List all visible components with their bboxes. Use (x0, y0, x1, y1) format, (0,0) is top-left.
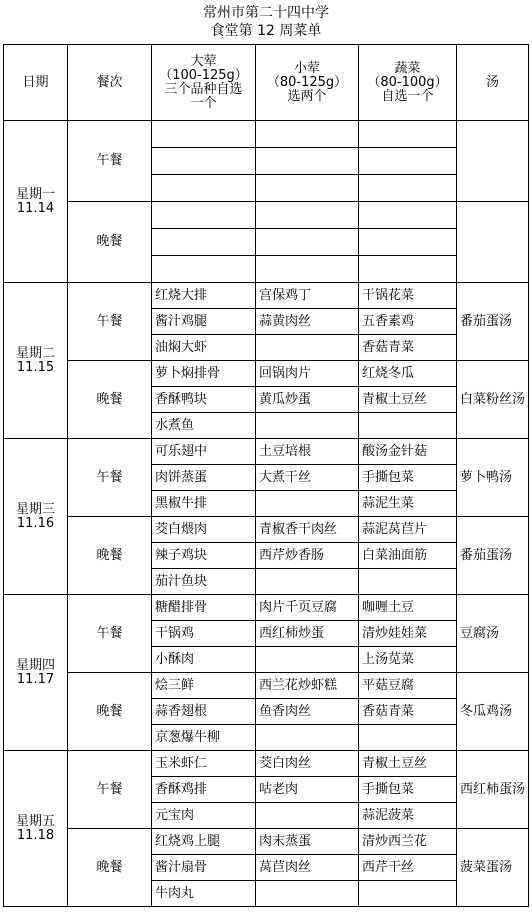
veg-dish: 清炒娃娃菜 (359, 621, 457, 647)
big-meat-dish: 酱汁鸡腿 (152, 309, 256, 335)
veg-dish (359, 202, 457, 229)
small-meat-dish: 莴苣肉丝 (256, 855, 359, 881)
big-meat-dish: 茭白煨肉 (152, 517, 256, 543)
veg-dish (359, 413, 457, 439)
big-meat-dish (152, 148, 256, 175)
header-small-meat-rule: 选两个 (287, 88, 327, 104)
big-meat-dish: 茄汁鱼块 (152, 569, 256, 595)
menu-row (4, 595, 529, 621)
big-meat-dish (152, 202, 256, 229)
small-meat-dish: 回锅肉片 (256, 361, 359, 387)
soup-cell (457, 121, 529, 202)
date-label: 11.17 (16, 671, 55, 687)
big-meat-dish: 辣子鸡块 (152, 543, 256, 569)
menu-row (4, 202, 529, 229)
small-meat-dish (256, 202, 359, 229)
big-meat-dish: 糖醋排骨 (152, 595, 256, 621)
small-meat-dish: 肉末蒸蛋 (256, 829, 359, 855)
veg-dish (359, 148, 457, 175)
day-cell (4, 595, 68, 751)
veg-dish: 手撕包菜 (359, 465, 457, 491)
meal-cell: 午餐 (68, 283, 152, 361)
big-meat-dish: 烩三鲜 (152, 673, 256, 699)
weekday-label: 星期一 (15, 186, 55, 202)
header-big-meat-weight: （100-125g） (159, 67, 248, 83)
small-meat-dish: 大煮干丝 (256, 465, 359, 491)
menu-row (4, 283, 529, 309)
big-meat-dish: 油焖大虾 (152, 335, 256, 361)
veg-dish: 香菇青菜 (359, 699, 457, 725)
menu-row (4, 361, 529, 387)
big-meat-dish: 肉饼蒸蛋 (152, 465, 256, 491)
soup-cell: 番茄蛋汤 (457, 517, 529, 595)
menu-row (4, 517, 529, 543)
meal-cell: 晚餐 (68, 361, 152, 439)
header-big-meat (152, 45, 256, 121)
big-meat-dish: 红烧鸡上腿 (152, 829, 256, 855)
veg-dish: 蒜泥生菜 (359, 491, 457, 517)
big-meat-dish (152, 121, 256, 148)
meal-cell: 午餐 (68, 751, 152, 829)
small-meat-dish (256, 881, 359, 907)
menu-table (3, 44, 529, 907)
big-meat-dish (152, 229, 256, 256)
veg-dish: 酸汤金针菇 (359, 439, 457, 465)
meal-cell: 晚餐 (68, 829, 152, 907)
big-meat-dish: 元宝肉 (152, 803, 256, 829)
menu-row (4, 439, 529, 465)
small-meat-dish: 土豆培根 (256, 439, 359, 465)
veg-dish: 蒜泥莴苣片 (359, 517, 457, 543)
veg-dish (359, 175, 457, 202)
big-meat-dish: 水煮鱼 (152, 413, 256, 439)
soup-cell: 豆腐汤 (457, 595, 529, 673)
veg-dish: 西芹干丝 (359, 855, 457, 881)
menu-row (4, 751, 529, 777)
veg-dish (359, 881, 457, 907)
big-meat-dish: 红烧大排 (152, 283, 256, 309)
veg-dish: 平菇豆腐 (359, 673, 457, 699)
menu-row (4, 121, 529, 148)
header-small-meat-name: 小荤 (293, 60, 320, 76)
soup-cell: 冬瓜鸡汤 (457, 673, 529, 751)
small-meat-dish (256, 335, 359, 361)
weekday-label: 星期五 (15, 813, 55, 829)
veg-dish (359, 229, 457, 256)
small-meat-dish: 茭白肉丝 (256, 751, 359, 777)
big-meat-dish: 蒜香翅根 (152, 699, 256, 725)
big-meat-dish: 牛肉丸 (152, 881, 256, 907)
header-big-meat-rule: 三个品种自选 (164, 81, 243, 97)
big-meat-dish (152, 256, 256, 283)
header-veg-name: 蔬菜 (394, 60, 421, 76)
small-meat-dish: 肉片千页豆腐 (256, 595, 359, 621)
small-meat-dish (256, 803, 359, 829)
veg-dish: 五香素鸡 (359, 309, 457, 335)
big-meat-dish (152, 175, 256, 202)
small-meat-dish (256, 569, 359, 595)
veg-dish: 蒜泥菠菜 (359, 803, 457, 829)
weekday-label: 星期二 (15, 345, 55, 361)
veg-dish: 红烧冬瓜 (359, 361, 457, 387)
small-meat-dish: 蒜黄肉丝 (256, 309, 359, 335)
menu-row (4, 673, 529, 699)
big-meat-dish: 可乐翅中 (152, 439, 256, 465)
big-meat-dish: 京葱爆牛柳 (152, 725, 256, 751)
weekday-label: 星期四 (15, 657, 55, 673)
meal-cell: 午餐 (68, 121, 152, 202)
small-meat-dish (256, 229, 359, 256)
veg-dish: 干锅花菜 (359, 283, 457, 309)
veg-dish: 香菇青菜 (359, 335, 457, 361)
date-label: 11.14 (16, 200, 55, 216)
veg-dish (359, 725, 457, 751)
soup-cell: 白菜粉丝汤 (457, 361, 529, 439)
meal-cell: 晚餐 (68, 517, 152, 595)
veg-dish: 清炒西兰花 (359, 829, 457, 855)
veg-dish: 白菜油面筋 (359, 543, 457, 569)
big-meat-dish: 黑椒牛排 (152, 491, 256, 517)
veg-dish (359, 569, 457, 595)
big-meat-dish: 玉米虾仁 (152, 751, 256, 777)
small-meat-dish (256, 148, 359, 175)
small-meat-dish: 黄瓜炒蛋 (256, 387, 359, 413)
menu-row (4, 829, 529, 855)
big-meat-dish: 萝卜焖排骨 (152, 361, 256, 387)
day-cell (4, 439, 68, 595)
big-meat-dish: 干锅鸡 (152, 621, 256, 647)
veg-dish (359, 256, 457, 283)
meal-cell: 午餐 (68, 439, 152, 517)
small-meat-dish (256, 647, 359, 673)
header-row (4, 45, 529, 121)
header-small-meat-weight: （80-125g） (266, 74, 348, 90)
school-name: 常州市第二十四中学 (203, 5, 329, 21)
menu-subtitle: 食堂第 12 周菜单 (210, 23, 322, 39)
date-label: 11.16 (16, 515, 55, 531)
small-meat-dish (256, 256, 359, 283)
header-date: 日期 (4, 45, 68, 121)
small-meat-dish: 宫保鸡丁 (256, 283, 359, 309)
small-meat-dish: 咕老肉 (256, 777, 359, 803)
header-veg-rule: 自选一个 (381, 88, 434, 104)
day-cell (4, 283, 68, 439)
soup-cell: 菠菜蛋汤 (457, 829, 529, 907)
date-label: 11.18 (16, 827, 55, 843)
meal-cell: 午餐 (68, 595, 152, 673)
soup-cell: 萝卜鸭汤 (457, 439, 529, 517)
big-meat-dish: 小酥肉 (152, 647, 256, 673)
small-meat-dish (256, 175, 359, 202)
header-veg-weight: （80-100g） (367, 74, 448, 90)
veg-dish: 手撕包菜 (359, 777, 457, 803)
soup-cell: 西红柿蛋汤 (457, 751, 529, 829)
veg-dish: 上汤苋菜 (359, 647, 457, 673)
small-meat-dish: 西兰花炒虾糕 (256, 673, 359, 699)
header-big-meat-name: 大荤 (190, 53, 217, 69)
header-big-meat-rule-cont: 一个 (190, 95, 217, 111)
header-small-meat (256, 45, 359, 121)
veg-dish: 青椒土豆丝 (359, 387, 457, 413)
header-veg (359, 45, 457, 121)
small-meat-dish: 鱼香肉丝 (256, 699, 359, 725)
veg-dish (359, 121, 457, 148)
small-meat-dish (256, 725, 359, 751)
big-meat-dish: 酱汁扇骨 (152, 855, 256, 881)
meal-cell: 晚餐 (68, 673, 152, 751)
small-meat-dish: 青椒香干肉丝 (256, 517, 359, 543)
header-soup: 汤 (457, 45, 529, 121)
small-meat-dish (256, 121, 359, 148)
small-meat-dish: 西芹炒香肠 (256, 543, 359, 569)
small-meat-dish: 西红柿炒蛋 (256, 621, 359, 647)
weekday-label: 星期三 (15, 501, 55, 517)
date-label: 11.15 (16, 359, 55, 375)
header-meal: 餐次 (68, 45, 152, 121)
small-meat-dish (256, 413, 359, 439)
veg-dish: 青椒土豆丝 (359, 751, 457, 777)
big-meat-dish: 香酥鸭块 (152, 387, 256, 413)
menu-title (0, 0, 532, 40)
small-meat-dish (256, 491, 359, 517)
big-meat-dish: 香酥鸡排 (152, 777, 256, 803)
soup-cell (457, 202, 529, 283)
day-cell (4, 121, 68, 283)
day-cell (4, 751, 68, 907)
veg-dish: 咖喱土豆 (359, 595, 457, 621)
meal-cell: 晚餐 (68, 202, 152, 283)
soup-cell: 番茄蛋汤 (457, 283, 529, 361)
